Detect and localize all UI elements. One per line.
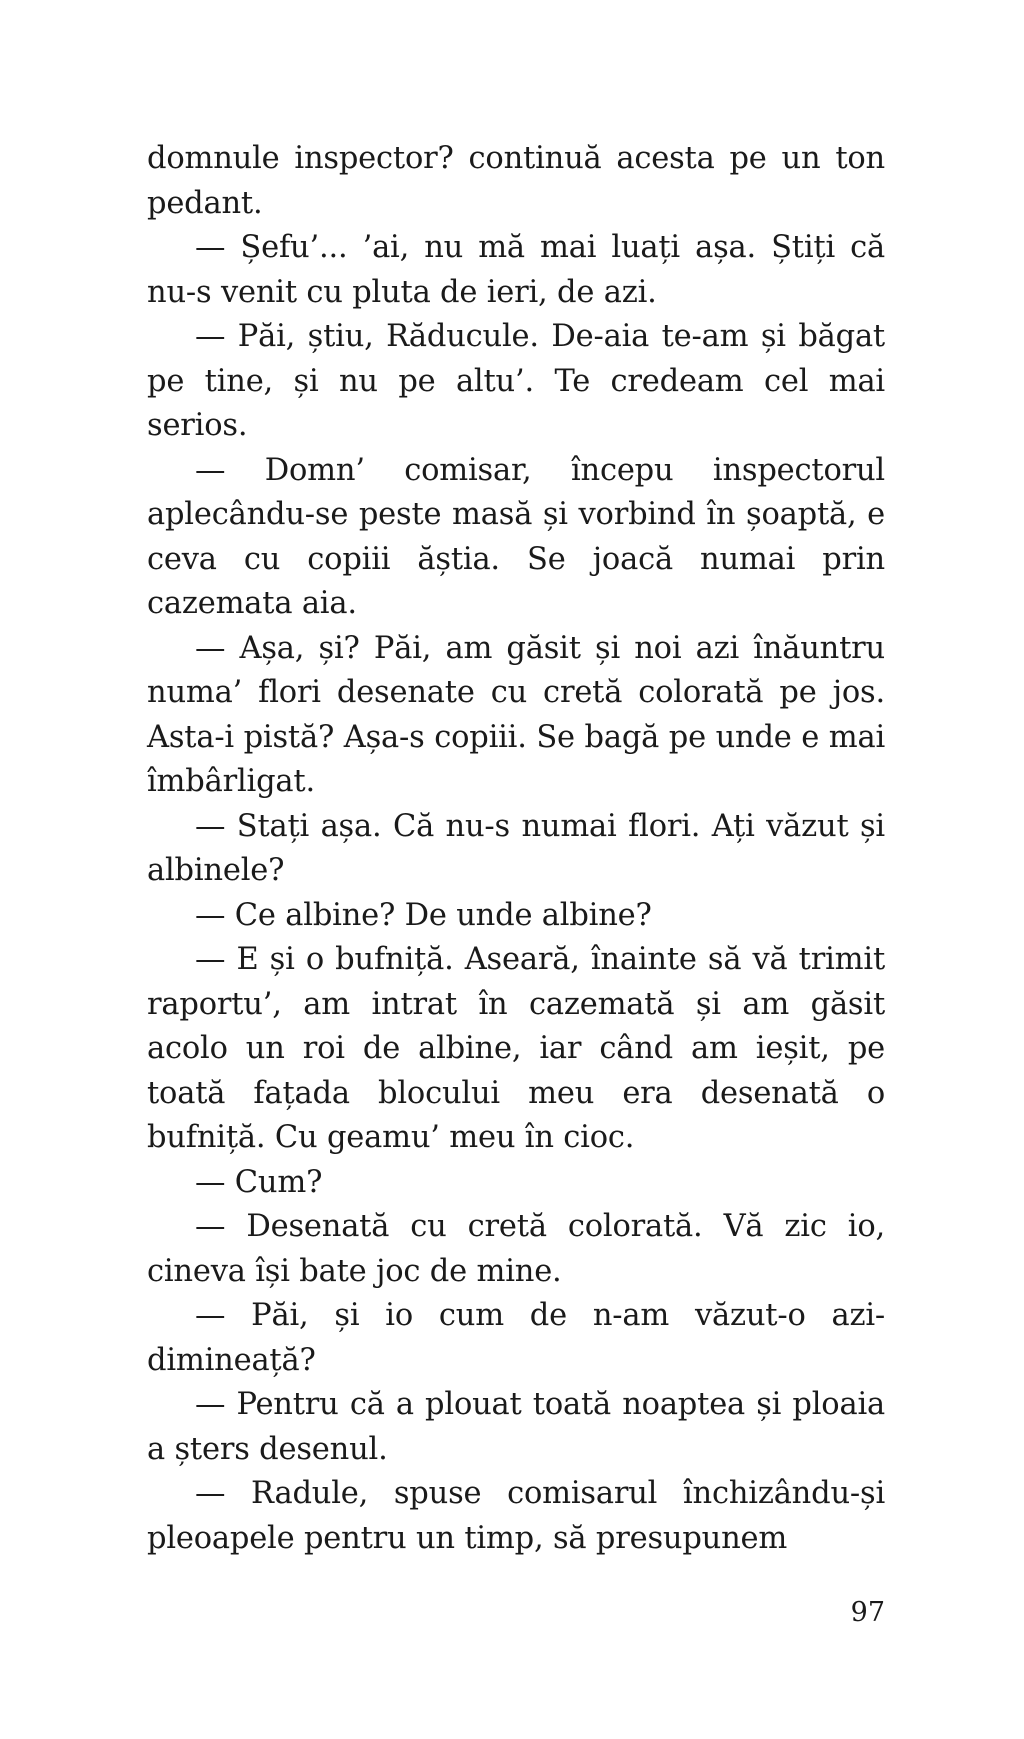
paragraph: — Așa, și? Păi, am găsit și noi azi înăuntru numa’ flori desenate cu cretă colorată pe jos. Asta-i pistă? Așa-s copiii. Se bagă pe unde e mai îmbârligat. — [147, 630, 885, 799]
paragraph: — Pentru că a plouat toată noaptea și ploaia a șters desenul. — [147, 1387, 885, 1467]
page-number: 97 — [850, 1597, 885, 1628]
paragraph: — Șefu’... ’ai, nu mă mai luați așa. Știți că nu-s venit cu pluta de ieri, de azi. — [147, 230, 885, 310]
paragraph: — Radule, spuse comisarul închizându-și pleoapele pentru un timp, să presupunem — [147, 1476, 885, 1556]
paragraph: domnule inspector? continuă acesta pe un ton pedant. — [147, 141, 885, 221]
paragraph: — Ce albine? De unde albine? — [195, 897, 652, 933]
paragraph: — E și o bufniță. Aseară, înainte să vă trimit raportu’, am intrat în cazemată și am găsit acolo un roi de albine, iar când am ieșit, pe toată fațada blocului meu era desenată o bufniță. Cu geamu’ meu în cioc. — [147, 942, 885, 1155]
paragraph: — Domn’ comisar, începu inspectorul aplecându-se peste masă și vorbind în șoaptă, e ceva cu copiii ăștia. Se joacă numai prin cazemata aia. — [147, 452, 885, 621]
paragraph: — Desenată cu cretă colorată. Vă zic io, cineva își bate joc de mine. — [147, 1209, 885, 1289]
paragraph: — Păi, și io cum de n-am văzut-o azi-dimineață? — [147, 1298, 885, 1378]
paragraph: — Păi, știu, Răducule. De-aia te-am și băgat pe tine, și nu pe altu’. Te credeam cel mai serios. — [147, 319, 885, 443]
paragraph: — Stați așa. Că nu-s numai flori. Ați văzut și albinele? — [147, 808, 885, 888]
paragraph: — Cum? — [195, 1164, 323, 1200]
page-body — [147, 137, 885, 1561]
